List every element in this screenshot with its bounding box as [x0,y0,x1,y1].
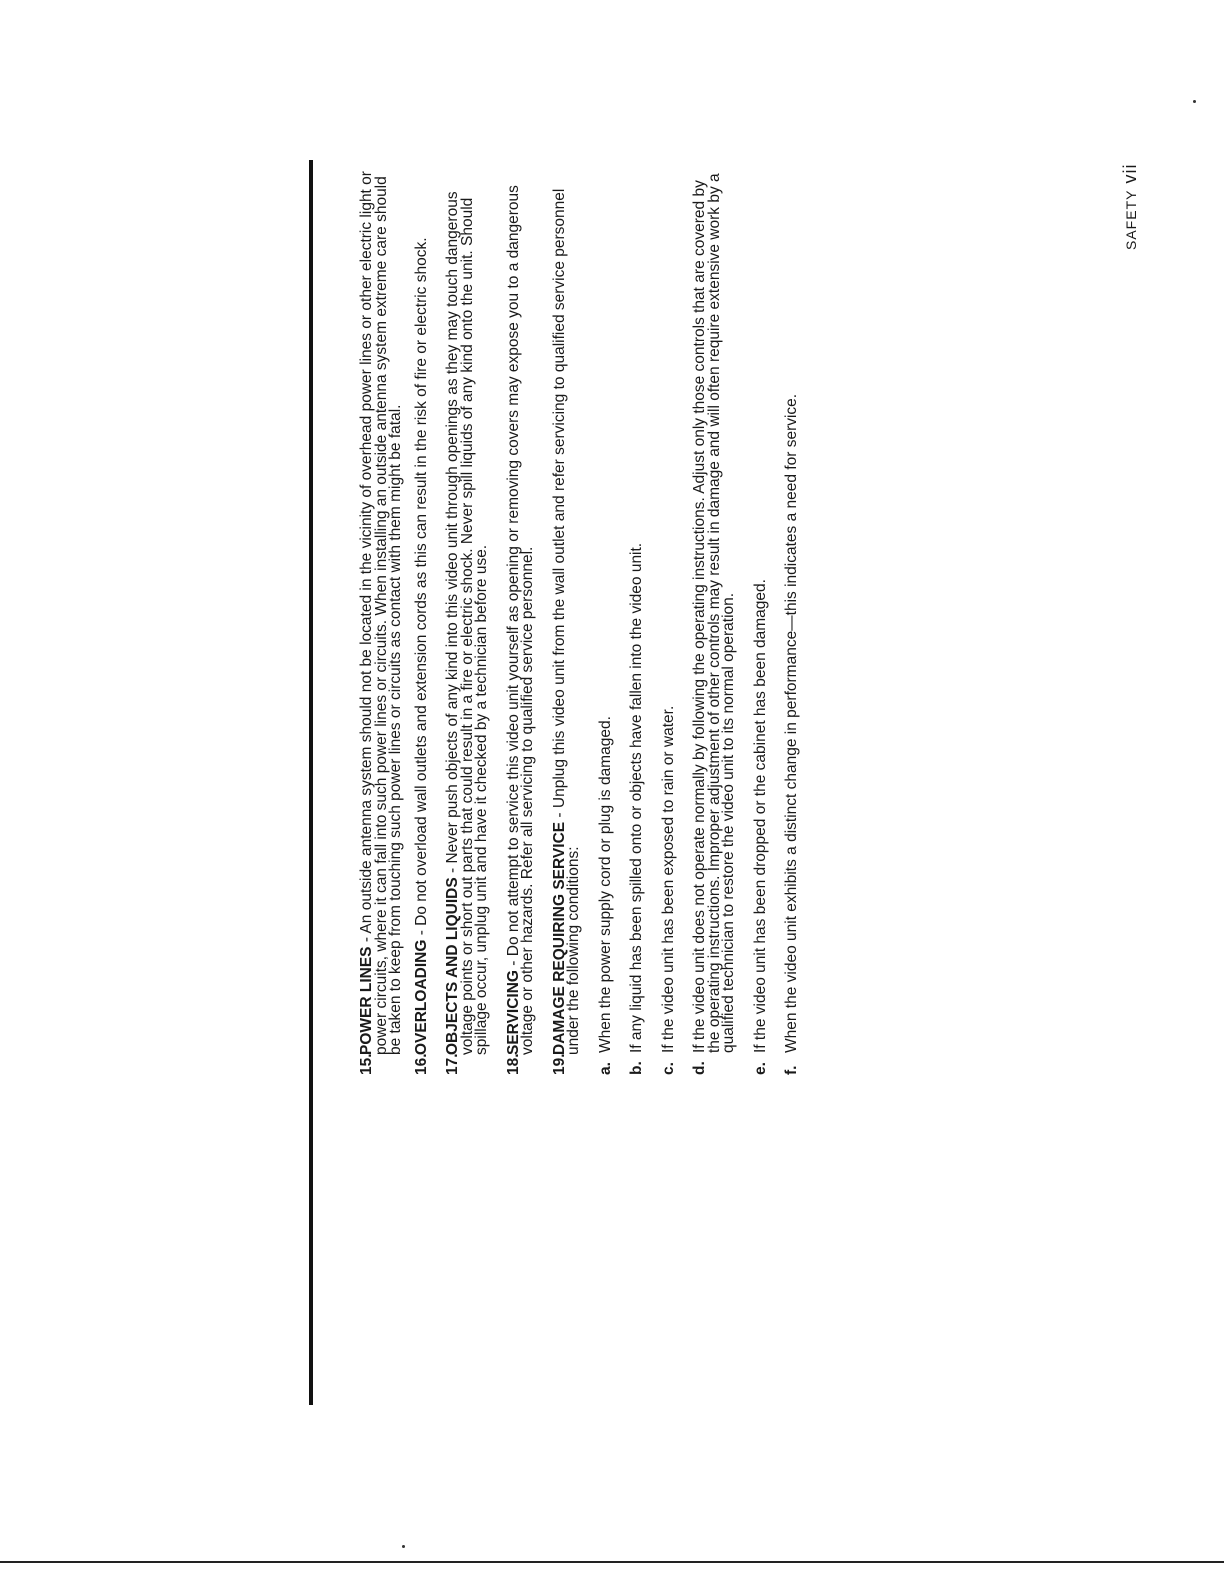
condition-text: If the video unit has been dropped or the cabinet has been damaged. [751,579,769,1053]
condition-letter: b. [628,1061,645,1075]
item-number: 17. [444,1053,461,1075]
condition-f [785,170,800,1075]
item-number: 18. [504,1053,522,1075]
scan-speck [402,1545,405,1548]
condition-text: When the video unit exhibits a distinct change in performance—this indicates a need for service. [783,393,800,1053]
condition-text: When the power supply cord or plug is damaged. [596,716,614,1053]
condition-letter: f. [783,1065,800,1075]
item-heading: OVERLOADING [412,939,430,1055]
item-19 [550,170,582,1075]
item-number: 15. [358,1053,375,1075]
condition-d [693,170,737,1075]
item-text: - Unplug this video unit from the wall outlet and refer servicing to qualified service personnel under the following conditions: [550,188,582,1055]
item-heading: OBJECTS AND LIQUIDS [444,877,461,1055]
item-15 [360,170,404,1075]
scan-speck [1193,100,1196,103]
item-text: - An outside antenna system should not be located in the vicinity of overhead power lines or other electric light or power circuits, where it can fall into such power lines or circuits. When installing an outside antenna system extreme care should be taken to keep from touching such power lines or circuits as contact with them might be fatal. [358,171,404,1055]
condition-letter: d. [691,1061,708,1075]
condition-letter: c. [659,1062,677,1075]
condition-c [659,170,677,1075]
condition-e [751,170,769,1075]
section-label: SAFETY [1123,189,1139,250]
item-heading: SERVICING [504,970,522,1055]
page-footer [1120,164,1141,250]
condition-letter: e. [751,1062,769,1075]
item-16 [412,170,430,1075]
condition-a [596,170,614,1075]
item-text: - Do not attempt to service this video unit yourself as opening or removing covers may expose you to a dangerous voltage or other hazards. Refer all servicing to qualified service personnel. [504,185,536,1055]
bottom-edge-rule [0,1561,1224,1563]
safety-instructions-body [360,170,800,1075]
item-number: 19. [550,1053,568,1075]
condition-text: If the video unit has been exposed to rain or water. [659,705,677,1053]
condition-text: If any liquid has been spilled onto or objects have fallen into the video unit. [628,542,645,1053]
condition-b [630,170,645,1075]
item-heading: DAMAGE REQUIRING SERVICE [550,821,568,1055]
item-17 [446,170,490,1075]
condition-letter: a. [596,1062,614,1075]
left-margin-rule [309,160,313,1405]
item-text: - Never push objects of any kind into this video unit through openings as they may touch dangerous voltage points or short out parts that could result in a fire or electric shock. Never spill liquids of any kind onto the unit. Should spillage occur, unplug unit and have it checked by a technician before use. [444,191,490,1055]
item-number: 16. [412,1053,430,1075]
page-number: vii [1120,163,1140,184]
item-18 [504,170,536,1075]
item-text: - Do not overload wall outlets and extension cords as this can result in the risk of fire or electric shock. [412,237,430,940]
condition-text: If the video unit does not operate normally by following the operating instructions. Adjust only those controls that are covered by the operating instructions. Improper adjustment of other controls may result in damage and will often require extensive work by a qualified technician to restore the video unit to its normal operation. [691,173,737,1053]
item-heading: POWER LINES [358,946,375,1055]
